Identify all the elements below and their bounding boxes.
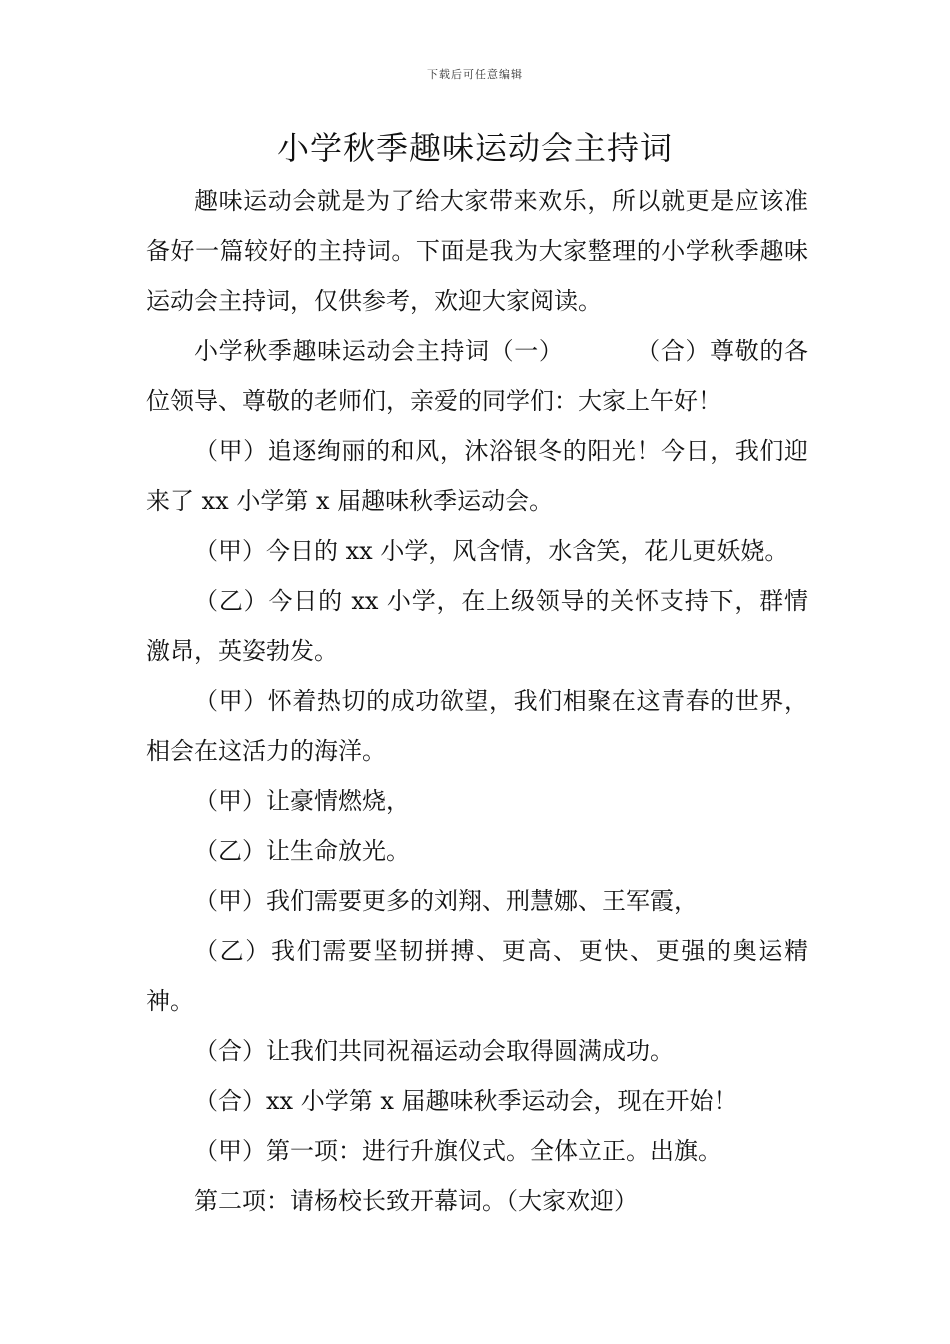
paragraph-jia-5: （甲）我们需要更多的刘翔、刑慧娜、王军霞，	[194, 887, 698, 915]
paragraph-yi-2: （乙）让生命放光。	[194, 837, 410, 865]
document-title: 小学秋季趣味运动会主持词	[276, 129, 673, 167]
section-heading: 小学秋季趣味运动会主持词（一）	[194, 337, 564, 365]
paragraph-he-1: （合）让我们共同祝福运动会取得圆满成功。	[194, 1037, 674, 1065]
header-note: 下载后可任意编辑	[427, 68, 523, 81]
paragraph-he-2: （合）xx 小学第 x 届趣味秋季运动会，现在开始！	[194, 1087, 738, 1115]
paragraph-jia-4: （甲）让豪情燃烧，	[194, 787, 410, 815]
paragraph-item-2: 第二项：请杨校长致开幕词。（大家欢迎）	[194, 1187, 638, 1215]
paragraph-jia-2: （甲）今日的 xx 小学，风含情，水含笑，花儿更妖娆。	[194, 537, 789, 565]
paragraph-jia-3: （甲）怀着热切的成功欲望，我们相聚在这青春的世界，相会在这活力的海洋。	[146, 687, 808, 765]
document-body	[146, 176, 808, 1226]
section-opening: （合）尊敬的各位领导、尊敬的老师们，亲爱的同学们：大家上午好！	[146, 337, 809, 415]
paragraph-yi-1: （乙）今日的 xx 小学，在上级领导的关怀支持下，群情激昂，英姿勃发。	[146, 587, 808, 665]
paragraph-yi-3: （乙）我们需要坚韧拼搏、更高、更快、更强的奥运精神。	[146, 937, 808, 1015]
paragraph-intro: 趣味运动会就是为了给大家带来欢乐，所以就更是应该准备好一篇较好的主持词。下面是我为大家整理的小学秋季趣味运动会主持词，仅供参考，欢迎大家阅读。	[146, 187, 808, 315]
paragraph-jia-6: （甲）第一项：进行升旗仪式。全体立正。出旗。	[194, 1137, 722, 1165]
paragraph-section-start	[146, 326, 808, 426]
paragraph-jia-1: （甲）追逐绚丽的和风，沐浴银冬的阳光！今日，我们迎来了 xx 小学第 x 届趣味秋季运动会。	[146, 437, 808, 515]
